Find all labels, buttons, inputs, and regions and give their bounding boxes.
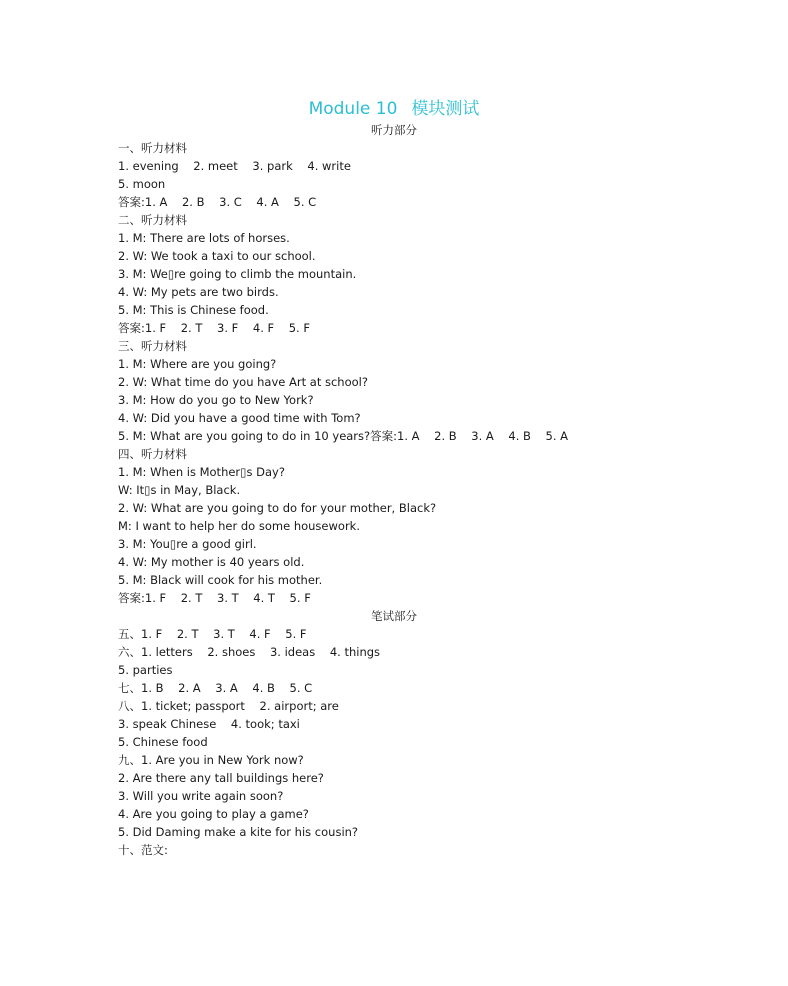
text-line: 五、1. F 2. T 3. T 4. F 5. F — [118, 627, 307, 641]
text-line: 2. Are there any tall buildings here? — [118, 771, 324, 785]
text-line: 2. W: What are you going to do for your mother, Black? — [118, 501, 437, 515]
text-line: 5. M: What are you going to do in 10 years?答案:1. A 2. B 3. A 4. B 5. A — [118, 429, 569, 443]
text-line: 答案:1. F 2. T 3. F 4. F 5. F — [118, 321, 310, 335]
text-line: 十、范文: — [118, 843, 168, 857]
text-line: 七、1. B 2. A 3. A 4. B 5. C — [118, 681, 313, 695]
text-line: 1. M: When is Mother▯s Day? — [118, 465, 285, 479]
text-line: 3. M: We▯re going to climb the mountain. — [118, 267, 357, 281]
text-line: 三、听力材料 — [118, 339, 187, 353]
text-line: 4. W: My pets are two birds. — [118, 285, 279, 299]
page-title — [0, 97, 788, 121]
writing-heading: 笔试部分 — [371, 609, 417, 623]
text-line: 六、1. letters 2. shoes 3. ideas 4. things — [118, 645, 381, 659]
text-line: 3. M: You▯re a good girl. — [118, 537, 257, 551]
title-chinese: 模块测试 — [411, 99, 480, 119]
text-line: 九、1. Are you in New York now? — [118, 753, 304, 767]
text-line: 4. W: Did you have a good time with Tom? — [118, 411, 361, 425]
text-line: 答案:1. F 2. T 3. T 4. T 5. F — [118, 591, 311, 605]
text-line: W: It▯s in May, Black. — [118, 483, 241, 497]
text-line: 5. Chinese food — [118, 735, 208, 749]
text-line: 四、听力材料 — [118, 447, 187, 461]
text-line: 5. M: Black will cook for his mother. — [118, 573, 323, 587]
text-line: 2. W: What time do you have Art at school? — [118, 375, 368, 389]
text-line: 5. moon — [118, 177, 166, 191]
text-line: 1. M: Where are you going? — [118, 357, 277, 371]
text-line: 1. evening 2. meet 3. park 4. write — [118, 159, 351, 173]
text-line: 5. Did Daming make a kite for his cousin? — [118, 825, 359, 839]
text-line: M: I want to help her do some housework. — [118, 519, 360, 533]
text-line: 一、听力材料 — [118, 141, 187, 155]
text-line: 3. speak Chinese 4. took; taxi — [118, 717, 300, 731]
text-line: 2. W: We took a taxi to our school. — [118, 249, 316, 263]
text-line: 3. M: How do you go to New York? — [118, 393, 314, 407]
text-line: 4. Are you going to play a game? — [118, 807, 309, 821]
text-line: 5. parties — [118, 663, 173, 677]
text-line: 二、听力材料 — [118, 213, 187, 227]
title-english: Module 10 — [308, 99, 398, 119]
text-line: 4. W: My mother is 40 years old. — [118, 555, 305, 569]
writing-section — [118, 625, 718, 859]
text-line: 答案:1. A 2. B 3. C 4. A 5. C — [118, 195, 317, 209]
listening-section — [118, 139, 718, 607]
text-line: 5. M: This is Chinese food. — [118, 303, 269, 317]
text-line: 3. Will you write again soon? — [118, 789, 284, 803]
listening-heading: 听力部分 — [371, 123, 417, 137]
text-line: 1. M: There are lots of horses. — [118, 231, 290, 245]
text-line: 八、1. ticket; passport 2. airport; are — [118, 699, 339, 713]
